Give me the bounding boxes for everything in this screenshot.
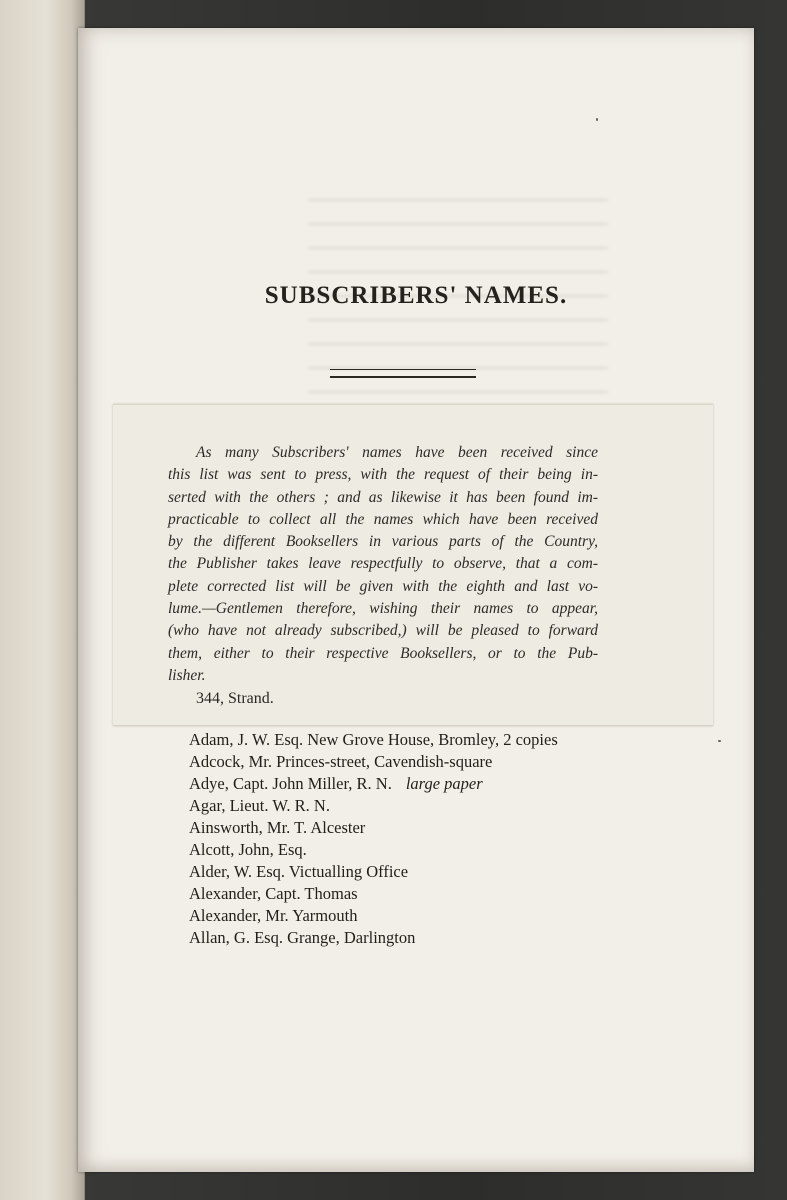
- paper-speck: [596, 118, 598, 121]
- page-title: SUBSCRIBERS' NAMES.: [264, 282, 568, 309]
- notice-line: the Publisher takes leave respectfully to observe, that a com-: [168, 555, 598, 573]
- notice-line: As many Subscribers' names have been received since: [196, 444, 598, 461]
- left-page-edge: [0, 0, 85, 1200]
- subscriber-entry: [189, 729, 558, 751]
- notice-line: serted with the others ; and as likewise it has been found im-: [168, 488, 598, 506]
- subscriber-list: [189, 729, 558, 949]
- notice-line: lume.—Gentlemen therefore, wishing their names to appear,: [168, 600, 598, 618]
- subscriber-name: Alcott, John, Esq.: [189, 840, 307, 859]
- subscribers-notice: [168, 442, 598, 687]
- notice-line: (who have not already subscribed,) will be pleased to forward: [168, 622, 598, 640]
- subscriber-entry: [189, 861, 558, 883]
- subscriber-entry: [189, 927, 558, 949]
- subscriber-name: Adam, J. W. Esq. New Grove House, Bromley, 2 copies: [189, 730, 558, 749]
- subscriber-name: Alexander, Mr. Yarmouth: [189, 906, 358, 925]
- notice-line: lisher.: [168, 666, 206, 684]
- subscriber-name: Alexander, Capt. Thomas: [189, 884, 358, 903]
- subscriber-note: large paper: [405, 774, 483, 793]
- notice-line: them, either to their respective Booksellers, or to the Pub-: [168, 644, 598, 662]
- notice-line: practicable to collect all the names which have been received: [168, 510, 598, 528]
- subscriber-name: Agar, Lieut. W. R. N.: [189, 796, 330, 815]
- subscriber-entry: [189, 905, 558, 927]
- notice-line: by the different Booksellers in various parts of the Country,: [168, 533, 598, 551]
- subscriber-name: Adcock, Mr. Princes-street, Cavendish-square: [189, 752, 493, 771]
- subscriber-name: Adye, Capt. John Miller, R. N.: [189, 774, 392, 793]
- notice-line: plete corrected list will be given with the eighth and last vo-: [168, 577, 598, 595]
- notice-line: this list was sent to press, with the request of their being in-: [168, 466, 598, 484]
- subscriber-entry: [189, 751, 558, 773]
- double-rule-divider: [330, 369, 476, 378]
- subscriber-name: Ainsworth, Mr. T. Alcester: [189, 818, 366, 837]
- paper-speck: [718, 740, 721, 742]
- subscriber-entry: [189, 817, 558, 839]
- subscriber-entry: [189, 795, 558, 817]
- subscriber-entry: [189, 773, 558, 795]
- publisher-address: 344, Strand.: [196, 690, 274, 707]
- subscriber-name: Allan, G. Esq. Grange, Darlington: [189, 928, 416, 947]
- subscriber-entry: [189, 839, 558, 861]
- subscriber-name: Alder, W. Esq. Victualling Office: [189, 862, 409, 881]
- subscriber-entry: [189, 883, 558, 905]
